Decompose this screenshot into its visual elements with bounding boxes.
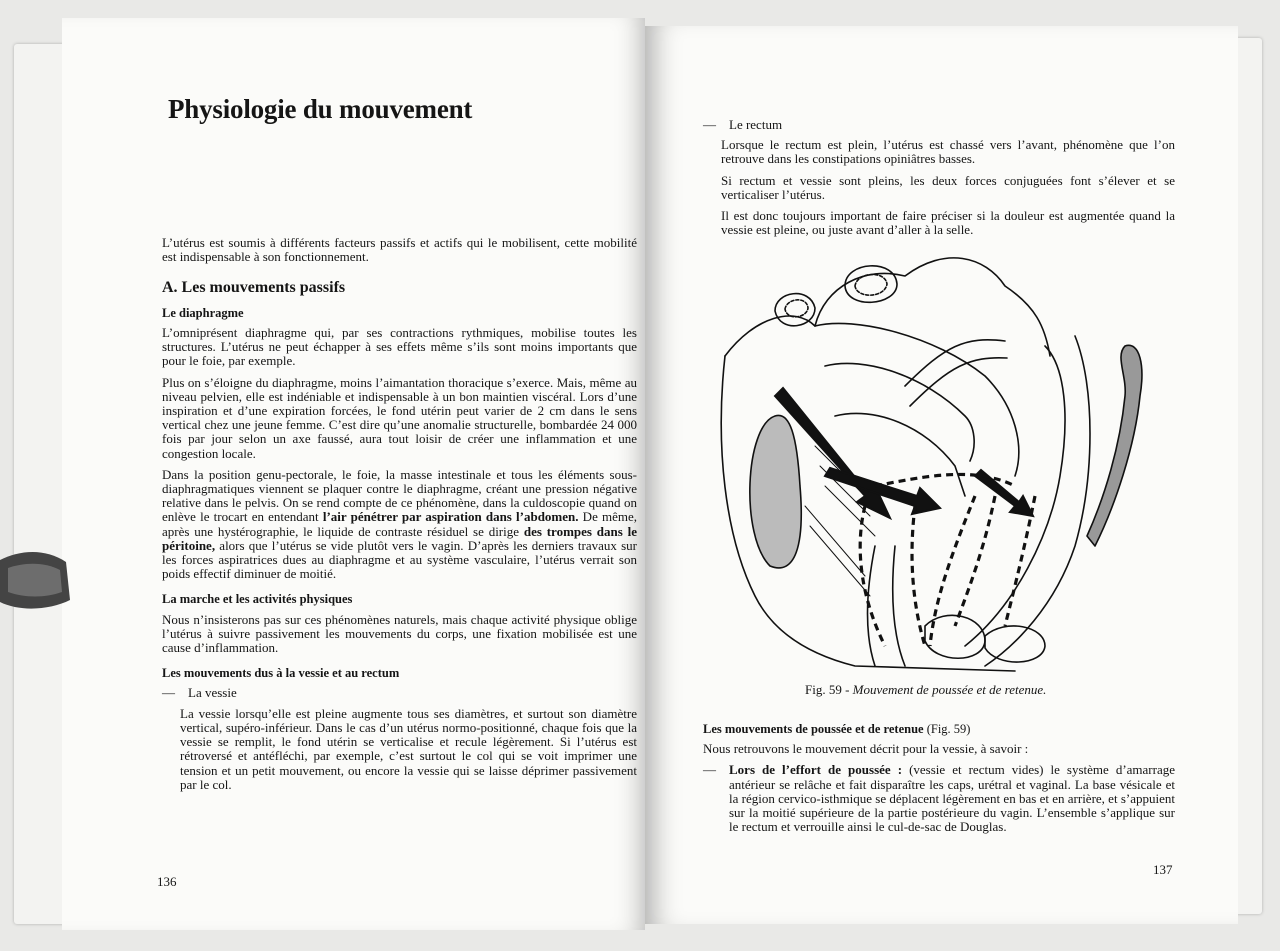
section-heading-passive: A. Les mouvements passifs <box>162 278 346 296</box>
subheading-marche: La marche et les activités physiques <box>162 592 353 607</box>
list-item-body: Lors de l’effort de poussée : (vessie et rectum vides) le système d’amarrage antérieur se relâche et fait disparaître les caps, urétral et vaginal. La base vésicale et la région cervico-isthmique se déplacent légèrement en bas et en arrière, et s’appuient sur la moitié supérieure de la partie postérieure du vagin. L’ensemble s’applique sur le rectum et verrouille ainsi le cul-de-sac de Douglas. <box>729 762 1175 835</box>
paragraph-marche: Nous n’insisterons pas sur ces phénomènes naturels, mais chaque activité physique oblige l’utérus à suivre passivement les mouvements du corps, une fixation mobilisée est une cause d’inflammation. <box>162 611 637 656</box>
left-page-text <box>162 94 638 799</box>
paragraph-vessie: La vessie lorsqu’elle est pleine augmente tous ses diamètres, et surtout son diamètre vertical, supéro-inférieur. Dans le cas d’un utérus normo-positionné, chaque fois que la vessie se remplit, le fond utérin se verticalise et recule légèrement. Si l’utérus est rétroversé et antéfléchi, par exemple, c’est surtout le col qui se voit imprimer une tension et un petit mouvement, ou encore la vessie qui se laisse déprimer passivement par le col. <box>180 705 637 792</box>
paragraph-rectum-3: Il est donc toujours important de faire préciser si la douleur est augmentée quand la vessie est pleine, ou juste avant d’aller à la selle. <box>721 208 1175 238</box>
paragraph-diaphragme-2: Plus on s’éloigne du diaphragme, moins l’aimantation thoracique s’exerce. Mais, même au niveau pelvien, elle est indéniable et indispensable à un bon maintien viscéral. Lors d’une inspiration et d’une expiration forcées, le fond utérin peut varier de 2 cm dans le sens vertical chez une jeune femme. C’est dire qu’une anomalie structurelle, bombardée 24 000 fois par jour selon un axe faussé, aura tout loisir de créer une inflammation et une congestion locale. <box>162 374 637 461</box>
figure-caption <box>805 682 1046 698</box>
right-page <box>645 26 1238 924</box>
paragraph-rectum-2: Si rectum et vessie sont pleins, les deux forces conjuguées font s’élever et se verticaliser l’utérus. <box>721 172 1175 202</box>
list-item-vessie <box>162 686 637 700</box>
bold-phrase-trompes: des trompes dans le péritoine, <box>162 523 638 553</box>
list-item-poussee <box>703 763 1175 834</box>
right-page-text <box>703 118 1175 244</box>
dash-mark: — <box>162 685 175 701</box>
right-page-text-lower <box>703 711 1175 840</box>
anatomical-figure-59 <box>715 246 1173 686</box>
list-item-rectum <box>703 118 1175 132</box>
chapter-title: Physiologie du mouvement <box>168 94 473 124</box>
list-item-label: Le rectum <box>729 117 783 132</box>
paragraph-diaphragme-3: Dans la position genu-pectorale, le foie, la masse intestinale et tous les éléments sous-diaphragmatiques viennent se plaquer contre le diaphragme, créant une pression négative relative dans le pelvis. On se rend compte de ce phénomène, dans la culdoscopie quand on enlève le trocart en entendant l’air pénétrer par aspiration dans l’abdomen. De même, après une hystérographie, le liquide de contraste résiduel se dirige des trompes dans le péritoine, alors que l’utérus se vide plutôt vers le vagin. D’après les derniers travaux sur les forces aspiratrices dues au diaphragme et au système vasculaire, l’utérus verrait son poids effectif diminuer de moitié. <box>162 466 638 582</box>
subheading-poussee: Les mouvements de poussée et de retenue (Fig. 59) <box>703 722 971 736</box>
subheading-vessie-rectum: Les mouvements dus à la vessie et au rectum <box>162 666 400 681</box>
paragraph-diaphragme-1: L’omniprésent diaphragme qui, par ses contractions rythmiques, mobilise toutes les structures. L’utérus ne peut échapper à ses effets même s’ils sont moins importants que pour le foie, par exemple. <box>162 325 637 369</box>
dash-mark: — <box>703 762 716 778</box>
paragraph-rectum-1: Lorsque le rectum est plein, l’utérus est chassé vers l’avant, phénomène que l’on retrouve dans les constipations opiniâtres basses. <box>721 137 1175 167</box>
binder-clip <box>0 540 70 618</box>
figure-number: Fig. 59 - <box>805 682 853 697</box>
list-item-label: La vessie <box>188 685 237 701</box>
subheading-diaphragme: Le diaphragme <box>162 305 244 320</box>
dash-mark: — <box>703 117 716 132</box>
left-page <box>62 18 645 930</box>
page-number-left: 136 <box>157 874 177 889</box>
intro-paragraph: L’utérus est soumis à différents facteurs passifs et actifs qui le mobilisent, cette mobilité est indispensable à son fonctionnement. <box>162 235 637 265</box>
page-number-right: 137 <box>1153 862 1173 877</box>
figure-caption-text: Mouvement de poussée et de retenue. <box>852 682 1047 697</box>
bold-phrase-air: l’air pénétrer par aspiration dans l’abdomen. <box>322 509 579 525</box>
paragraph-poussee-intro: Nous retrouvons le mouvement décrit pour la vessie, à savoir : <box>703 741 1029 757</box>
